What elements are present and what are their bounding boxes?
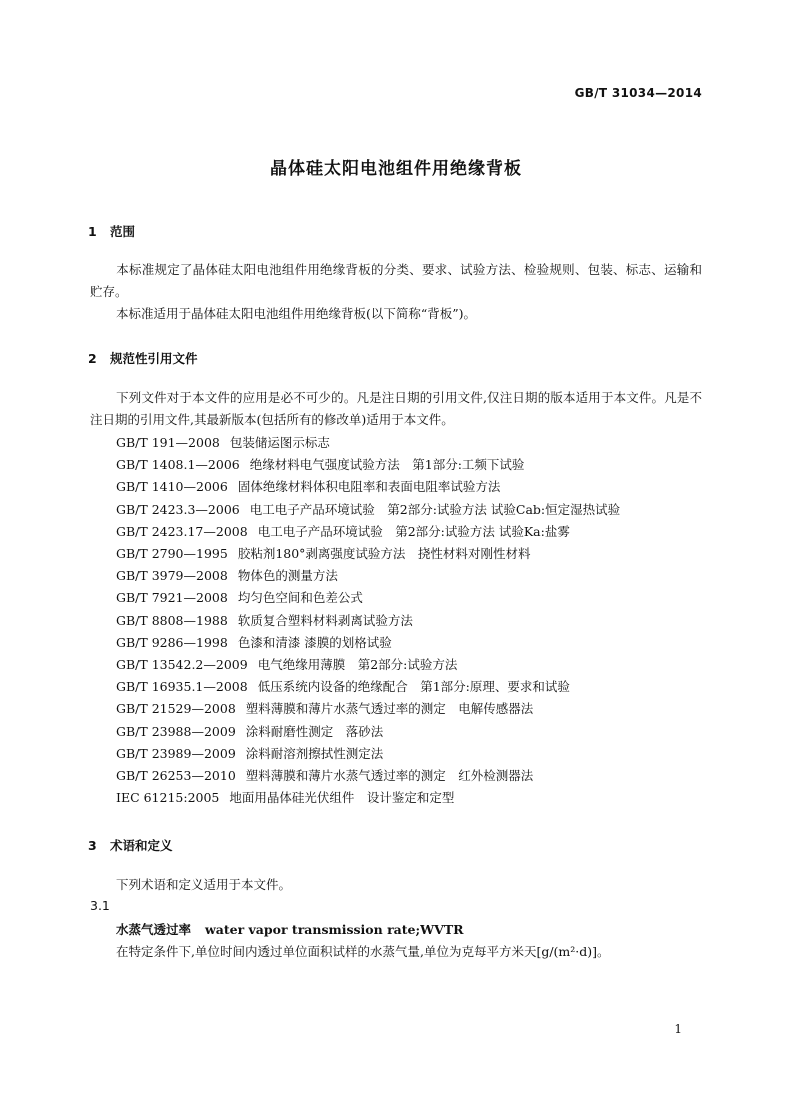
reference-code: GB/T 3979—2008 <box>116 568 228 584</box>
reference-item <box>116 698 620 720</box>
reference-title: 地面用晶体硅光伏组件 设计鉴定和定型 <box>229 790 455 806</box>
reference-code: GB/T 21529—2008 <box>116 701 236 717</box>
reference-title: 电工电子产品环境试验 第2部分:试验方法 试验Ka:盐雾 <box>257 523 570 539</box>
reference-code: GB/T 7921—2008 <box>116 590 228 606</box>
reference-title: 涂料耐磨性测定 落砂法 <box>245 723 384 739</box>
reference-item <box>116 543 620 565</box>
reference-item <box>116 787 620 809</box>
section-number: 1 <box>88 224 97 239</box>
reference-item <box>116 654 620 676</box>
section-heading-normative-references <box>88 349 198 367</box>
term-definition: 在特定条件下,单位时间内透过单位面积试样的水蒸气量,单位为克每平方米天[g/(m²·d)]。 <box>116 944 610 959</box>
reference-code: GB/T 16935.1—2008 <box>116 679 248 695</box>
scope-paragraph-2: 本标准适用于晶体硅太阳电池组件用绝缘背板(以下简称“背板”)。 <box>116 306 477 321</box>
reference-title: 均匀色空间和色差公式 <box>237 590 363 606</box>
clause-number: 3.1 <box>90 898 110 913</box>
reference-item <box>116 432 620 454</box>
page-number: 1 <box>674 1022 682 1036</box>
term-chinese: 水蒸气透过率 <box>116 922 192 937</box>
reference-title: 色漆和清漆 漆膜的划格试验 <box>237 634 392 650</box>
reference-title: 软质复合塑料材料剥离试验方法 <box>237 612 413 628</box>
reference-title: 塑料薄膜和薄片水蒸气透过率的测定 红外检测器法 <box>245 768 534 784</box>
reference-item <box>116 587 620 609</box>
reference-title: 胶粘剂180°剥离强度试验方法 挠性材料对刚性材料 <box>237 546 531 562</box>
section-number: 2 <box>88 351 97 366</box>
section-title: 术语和定义 <box>110 838 173 853</box>
reference-code: GB/T 1408.1—2006 <box>116 457 240 473</box>
reference-code: GB/T 191—2008 <box>116 435 220 450</box>
reference-item <box>116 521 620 543</box>
reference-title: 固体绝缘材料体积电阻率和表面电阻率试验方法 <box>237 479 501 495</box>
terms-intro-paragraph: 下列术语和定义适用于本文件。 <box>116 877 292 892</box>
reference-title: 电气绝缘用薄膜 第2部分:试验方法 <box>257 657 458 673</box>
reference-code: GB/T 2423.3—2006 <box>116 501 240 517</box>
reference-item <box>116 743 620 765</box>
reference-code: GB/T 26253—2010 <box>116 768 236 784</box>
reference-title: 物体色的测量方法 <box>237 568 338 584</box>
section-title: 规范性引用文件 <box>110 351 198 366</box>
reference-code: GB/T 13542.2—2009 <box>116 657 248 673</box>
reference-code: GB/T 1410—2006 <box>116 479 228 495</box>
reference-code: GB/T 2790—1995 <box>116 546 228 562</box>
reference-item <box>116 632 620 654</box>
reference-title: 电工电子产品环境试验 第2部分:试验方法 试验Cab:恒定湿热试验 <box>249 501 621 517</box>
reference-item <box>116 454 620 476</box>
reference-item <box>116 721 620 743</box>
scope-paragraph-1: 本标准规定了晶体硅太阳电池组件用绝缘背板的分类、要求、试验方法、检验规则、包装、标志、运输和贮存。 <box>90 262 702 299</box>
reference-item <box>116 499 620 521</box>
reference-item <box>116 610 620 632</box>
reference-item <box>116 765 620 787</box>
section-heading-terms-and-definitions <box>88 836 173 854</box>
standard-code: GB/T 31034—2014 <box>574 86 702 100</box>
term-entry <box>116 920 464 938</box>
reference-title: 涂料耐溶剂擦拭性测定法 <box>245 745 384 761</box>
document-title: 晶体硅太阳电池组件用绝缘背板 <box>270 159 522 179</box>
reference-item <box>116 476 620 498</box>
reference-code: GB/T 23988—2009 <box>116 723 236 739</box>
section-number: 3 <box>88 838 97 853</box>
reference-code: GB/T 23989—2009 <box>116 745 236 761</box>
section-title: 范围 <box>110 224 136 239</box>
reference-code: IEC 61215:2005 <box>116 790 220 806</box>
term-english: water vapor transmission rate;WVTR <box>205 922 464 937</box>
reference-code: GB/T 8808—1988 <box>116 612 228 628</box>
reference-code: GB/T 9286—1998 <box>116 634 228 650</box>
reference-item <box>116 676 620 698</box>
reference-item <box>116 565 620 587</box>
reference-list <box>116 432 620 809</box>
reference-title: 低压系统内设备的绝缘配合 第1部分:原理、要求和试验 <box>257 679 570 695</box>
reference-code: GB/T 2423.17—2008 <box>116 523 248 539</box>
section-heading-scope <box>88 222 135 240</box>
reference-title: 绝缘材料电气强度试验方法 第1部分:工频下试验 <box>249 457 525 473</box>
reference-title: 塑料薄膜和薄片水蒸气透过率的测定 电解传感器法 <box>245 701 534 717</box>
references-intro-paragraph: 下列文件对于本文件的应用是必不可少的。凡是注日期的引用文件,仅注日期的版本适用于本文件。凡是不注日期的引用文件,其最新版本(包括所有的修改单)适用于本文件。 <box>90 390 702 427</box>
reference-title: 包装储运图示标志 <box>229 435 330 450</box>
